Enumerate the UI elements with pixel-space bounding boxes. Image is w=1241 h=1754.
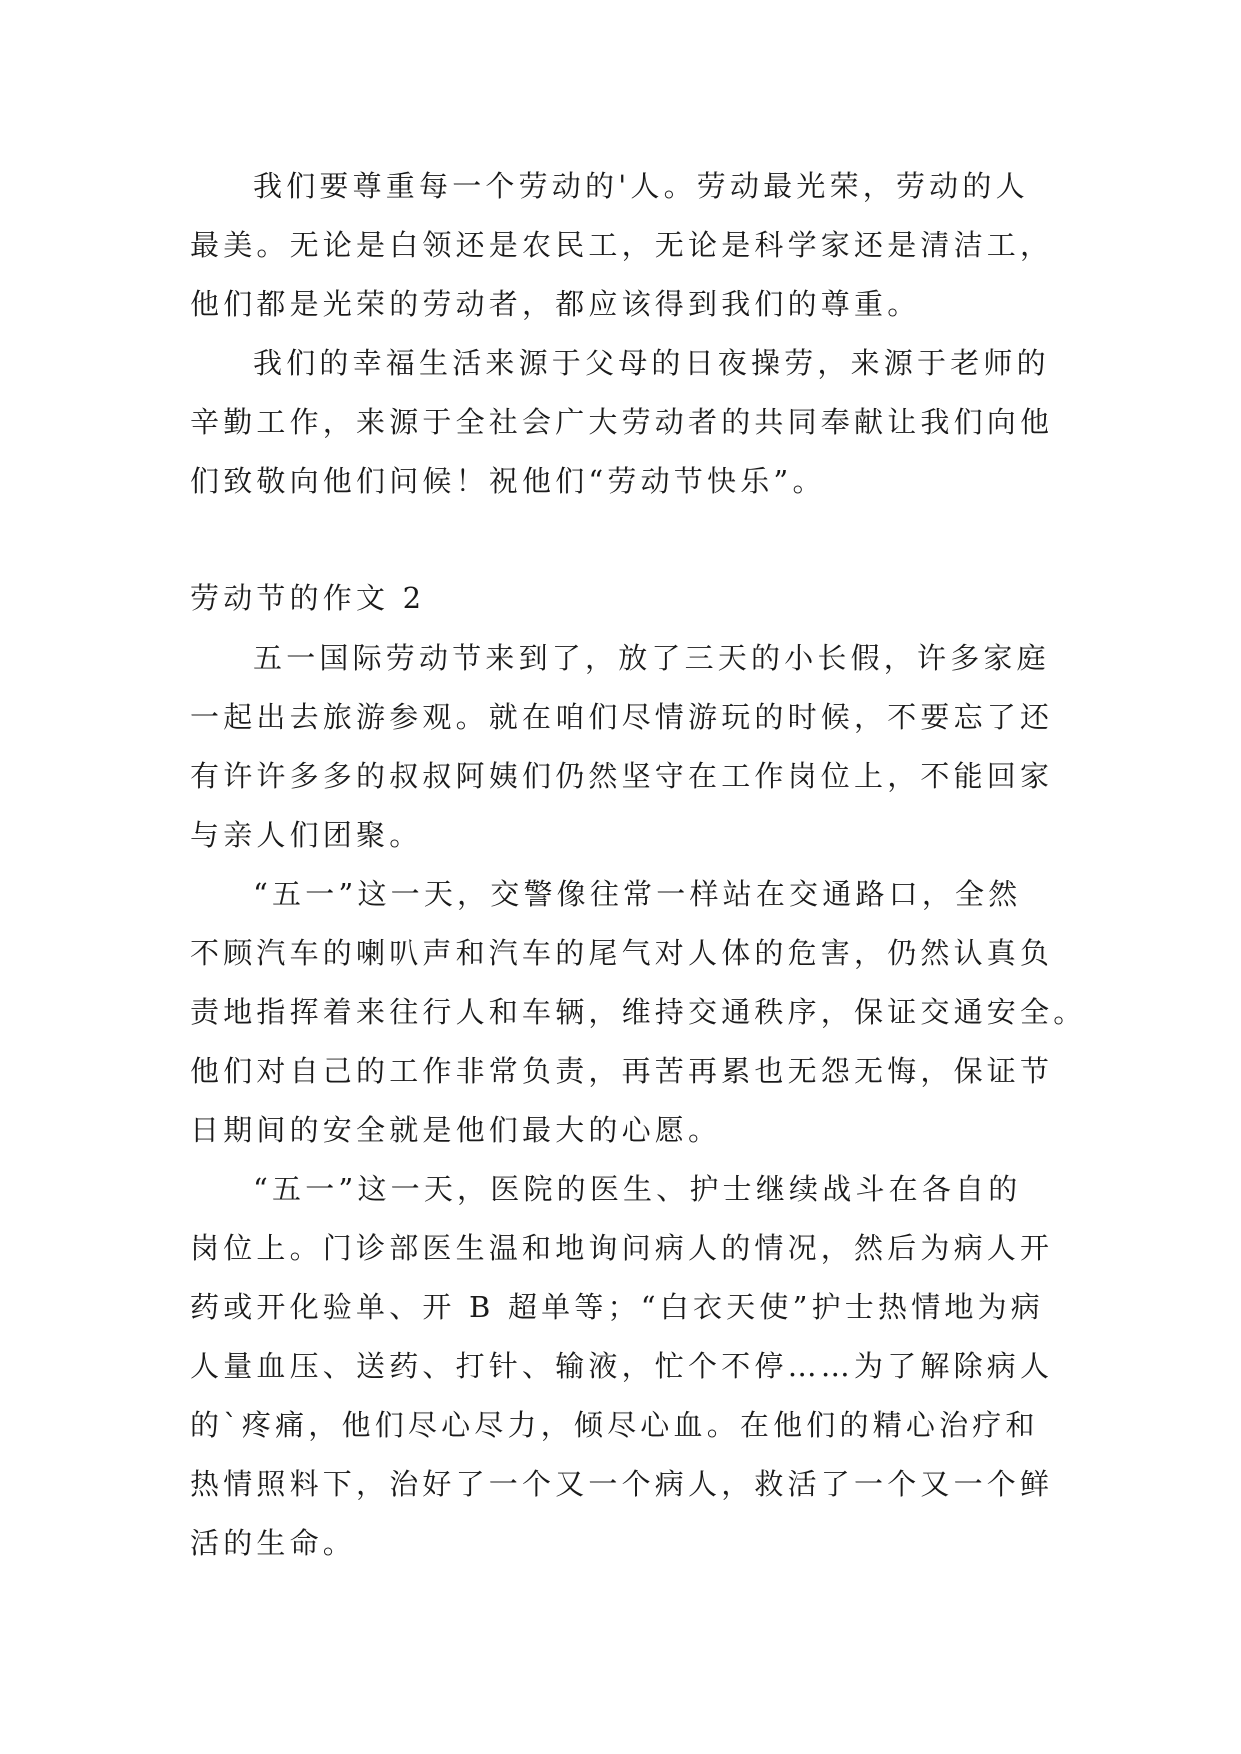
paragraph-4-line-5: 日期间的安全就是他们最大的心愿。	[190, 1113, 722, 1147]
paragraph-1-line-1: 我们要尊重每一个劳动的'人。劳动最光荣，劳动的人	[253, 169, 1029, 203]
paragraph-3-line-1: 五一国际劳动节来到了，放了三天的小长假，许多家庭	[253, 641, 1050, 675]
paragraph-5-line-4: 人量血压、送药、打针、输液，忙个不停……为了解除病人	[190, 1349, 1054, 1383]
paragraph-5-line-2: 岗位上。门诊部医生温和地询问病人的情况，然后为病人开	[190, 1231, 1054, 1265]
section-title: 劳动节的作文 2	[190, 581, 426, 615]
paragraph-3-line-2: 一起出去旅游参观。就在咱们尽情游玩的时候，不要忘了还	[190, 700, 1054, 734]
paragraph-4-line-1: “五一”这一天，交警像往常一样站在交通路口，全然	[253, 877, 1022, 911]
paragraph-2-line-2: 辛勤工作，来源于全社会广大劳动者的共同奉献让我们向他	[190, 405, 1054, 439]
paragraph-1-line-3: 他们都是光荣的劳动者，都应该得到我们的尊重。	[190, 287, 921, 321]
paragraph-4-line-2: 不顾汽车的喇叭声和汽车的尾气对人体的危害，仍然认真负	[190, 936, 1054, 970]
paragraph-2-line-3: 们致敬向他们问候！祝他们“劳动节快乐”。	[190, 464, 826, 498]
paragraph-4-line-4: 他们对自己的工作非常负责，再苦再累也无怨无悔，保证节	[190, 1054, 1054, 1088]
paragraph-1-line-2: 最美。无论是白领还是农民工，无论是科学家还是清洁工，	[190, 228, 1054, 262]
paragraph-5-line-7: 活的生命。	[190, 1526, 357, 1560]
paragraph-2-line-1: 我们的幸福生活来源于父母的日夜操劳，来源于老师的	[253, 346, 1050, 380]
paragraph-5-line-3: 药或开化验单、开 B 超单等；“白衣天使”护士热情地为病	[190, 1290, 1044, 1324]
paragraph-5-line-6: 热情照料下，治好了一个又一个病人，救活了一个又一个鲜	[190, 1467, 1054, 1501]
paragraph-5-line-1: “五一”这一天，医院的医生、护士继续战斗在各自的	[253, 1172, 1022, 1206]
paragraph-3-line-3: 有许许多多的叔叔阿姨们仍然坚守在工作岗位上，不能回家	[190, 759, 1054, 793]
paragraph-3-line-4: 与亲人们团聚。	[190, 818, 423, 852]
paragraph-4-line-3: 责地指挥着来往行人和车辆，维持交通秩序，保证交通安全。	[190, 995, 1087, 1029]
paragraph-5-line-5: 的`疼痛，他们尽心尽力，倾尽心血。在他们的精心治疗和	[190, 1408, 1039, 1442]
